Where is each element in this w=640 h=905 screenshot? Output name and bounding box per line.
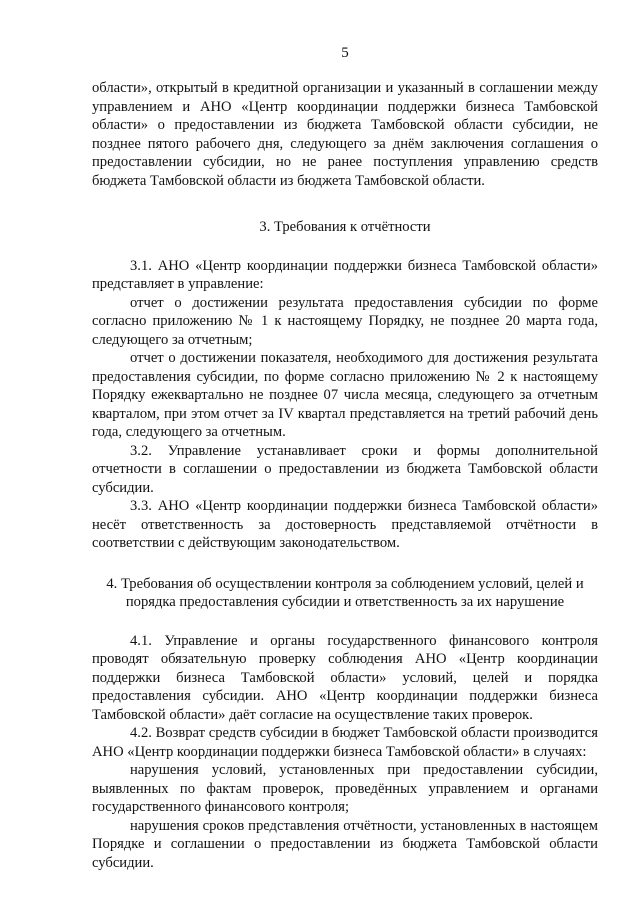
section-4-heading xyxy=(92,575,598,612)
paragraph-3-1-report-indicator: отчет о достижении показателя, необходимого для достижения результата предоставления субсидии, по форме согласно приложению № 2 к настоящему Порядку ежеквартально не позднее 07 числа месяца, следующего за отчетным кварталом, при этом отчет за IV квартал представляется на третий рабочий день года, следующего за отчетным. xyxy=(92,350,598,440)
section-4-heading-line-1: 4. Требования об осуществлении контроля за соблюдением условий, целей и xyxy=(106,575,584,592)
paragraph-3-3: 3.3. АНО «Центр координации поддержки бизнеса Тамбовской области» несёт ответственность за достоверность представляемой отчётности в соответствии с действующим законодательством. xyxy=(92,498,598,551)
page-number: 5 xyxy=(341,45,349,61)
paragraph-4-2-violation-conditions: нарушения условий, установленных при предоставлении субсидии, выявленных по фактам проверок, проведённых управлением и органами государственного финансового контроля; xyxy=(92,762,598,815)
document-body xyxy=(92,79,598,872)
section-4-heading-line-2: порядка предоставления субсидии и ответственность за их нарушение xyxy=(125,594,565,610)
paragraph-3-1: 3.1. АНО «Центр координации поддержки бизнеса Тамбовской области» представляет в управление: xyxy=(92,257,598,292)
section-3-heading: 3. Требования к отчётности xyxy=(259,219,431,235)
paragraph-4-2-violation-deadlines: нарушения сроков представления отчётности, установленных в настоящем Порядке и соглашении о предоставлении из бюджета Тамбовской области субсидии. xyxy=(92,817,598,871)
intro-paragraph: области», открытый в кредитной организации и указанный в соглашении между управлением и АНО «Центр координации поддержки бизнеса Тамбовской области» о предоставлении из бюджета Тамбовской области субсидии, не позднее пятого рабочего дня, следующего за днём заключения соглашения о предоставлении субсидии, но не ранее поступления управлению средств бюджета Тамбовской области из бюджета Тамбовской области. xyxy=(92,80,598,189)
paragraph-3-2: 3.2. Управление устанавливает сроки и формы дополнительной отчетности в соглашении о предоставлении из бюджета Тамбовской области субсидии. xyxy=(92,442,598,496)
paragraph-4-2: 4.2. Возврат средств субсидии в бюджет Тамбовской области производится АНО «Центр координации поддержки бизнеса Тамбовской области» в случаях: xyxy=(92,725,598,760)
paragraph-4-1: 4.1. Управление и органы государственного финансового контроля проводят обязательную проверку соблюдения АНО «Центр координации поддержки бизнеса Тамбовской области» условий, целей и порядка предоставления субсидии. АНО «Центр координации поддержки бизнеса Тамбовской области» даёт согласие на осуществление таких проверок. xyxy=(92,632,598,723)
paragraph-3-1-report-result: отчет о достижении результата предоставления субсидии по форме согласно приложению № 1 к настоящему Порядку, не позднее 20 марта года, следующего за отчетным; xyxy=(92,294,598,348)
